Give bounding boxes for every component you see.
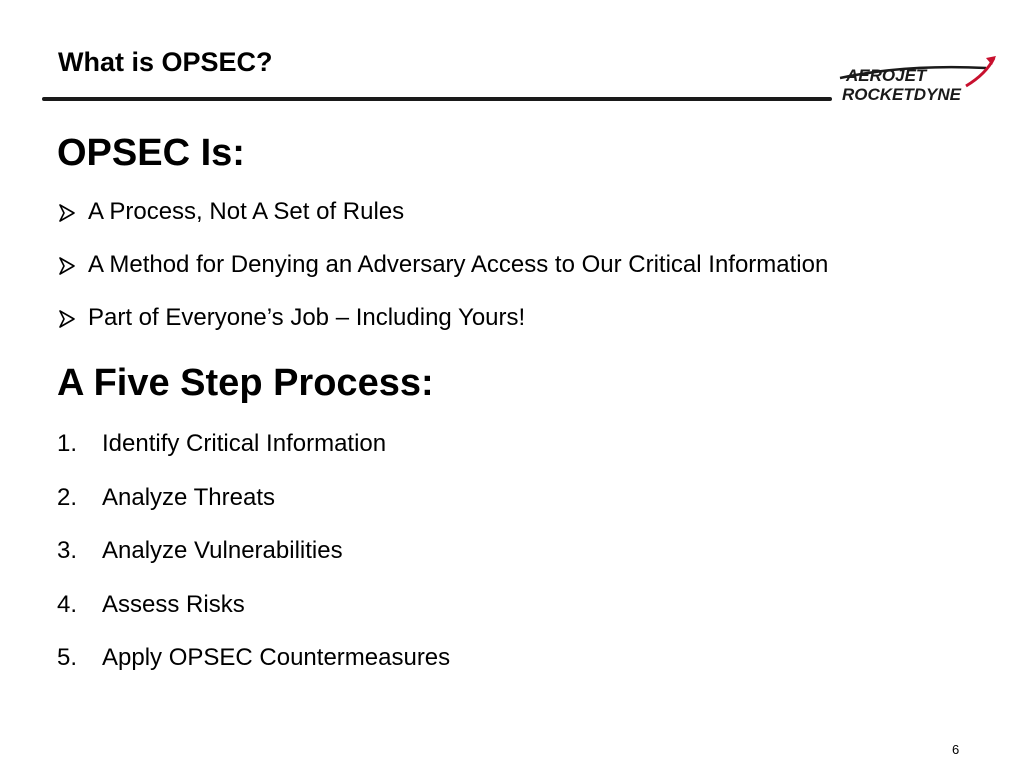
five-step-list [57, 428, 450, 696]
arrow-bullet-icon [58, 257, 76, 275]
step-number: 2. [57, 483, 78, 511]
bullet-item [58, 302, 828, 334]
slide-title: What is OPSEC? [58, 47, 273, 77]
opsec-bullet-list [58, 196, 828, 355]
step-number: 1. [57, 430, 78, 457]
logo-line1: AEROJET [846, 66, 927, 85]
section-heading-opsec-is: OPSEC Is: [57, 132, 245, 174]
rocket-swoosh-icon [836, 56, 1002, 106]
step-number: 4. [57, 590, 78, 618]
bullet-text: Part of Everyone’s Job – Including Yours! [88, 304, 526, 331]
arrow-bullet-icon [58, 310, 76, 328]
bullet-text: A Process, Not A Set of Rules [88, 198, 405, 225]
step-number: 5. [57, 644, 78, 671]
page-number: 6 [952, 742, 960, 757]
bullet-item [58, 196, 828, 228]
step-text: Identify Critical Information [102, 430, 387, 457]
step-item [57, 535, 450, 567]
step-text: Analyze Vulnerabilities [102, 537, 343, 564]
arrow-bullet-icon [58, 204, 76, 222]
step-text: Apply OPSEC Countermeasures [102, 644, 451, 671]
step-number: 3. [57, 537, 78, 564]
bullet-item [58, 249, 828, 281]
aerojet-rocketdyne-logo [836, 56, 1002, 106]
step-text: Assess Risks [102, 590, 245, 618]
step-item [57, 642, 450, 674]
step-item [57, 589, 450, 621]
logo-line2: ROCKETDYNE [842, 85, 962, 104]
step-item [57, 482, 450, 514]
title-underline [42, 97, 832, 101]
section-heading-five-step: A Five Step Process: [57, 362, 434, 404]
step-text: Analyze Threats [102, 483, 275, 511]
bullet-text: A Method for Denying an Adversary Access to Our Critical Information [88, 251, 829, 278]
step-item [57, 428, 450, 460]
